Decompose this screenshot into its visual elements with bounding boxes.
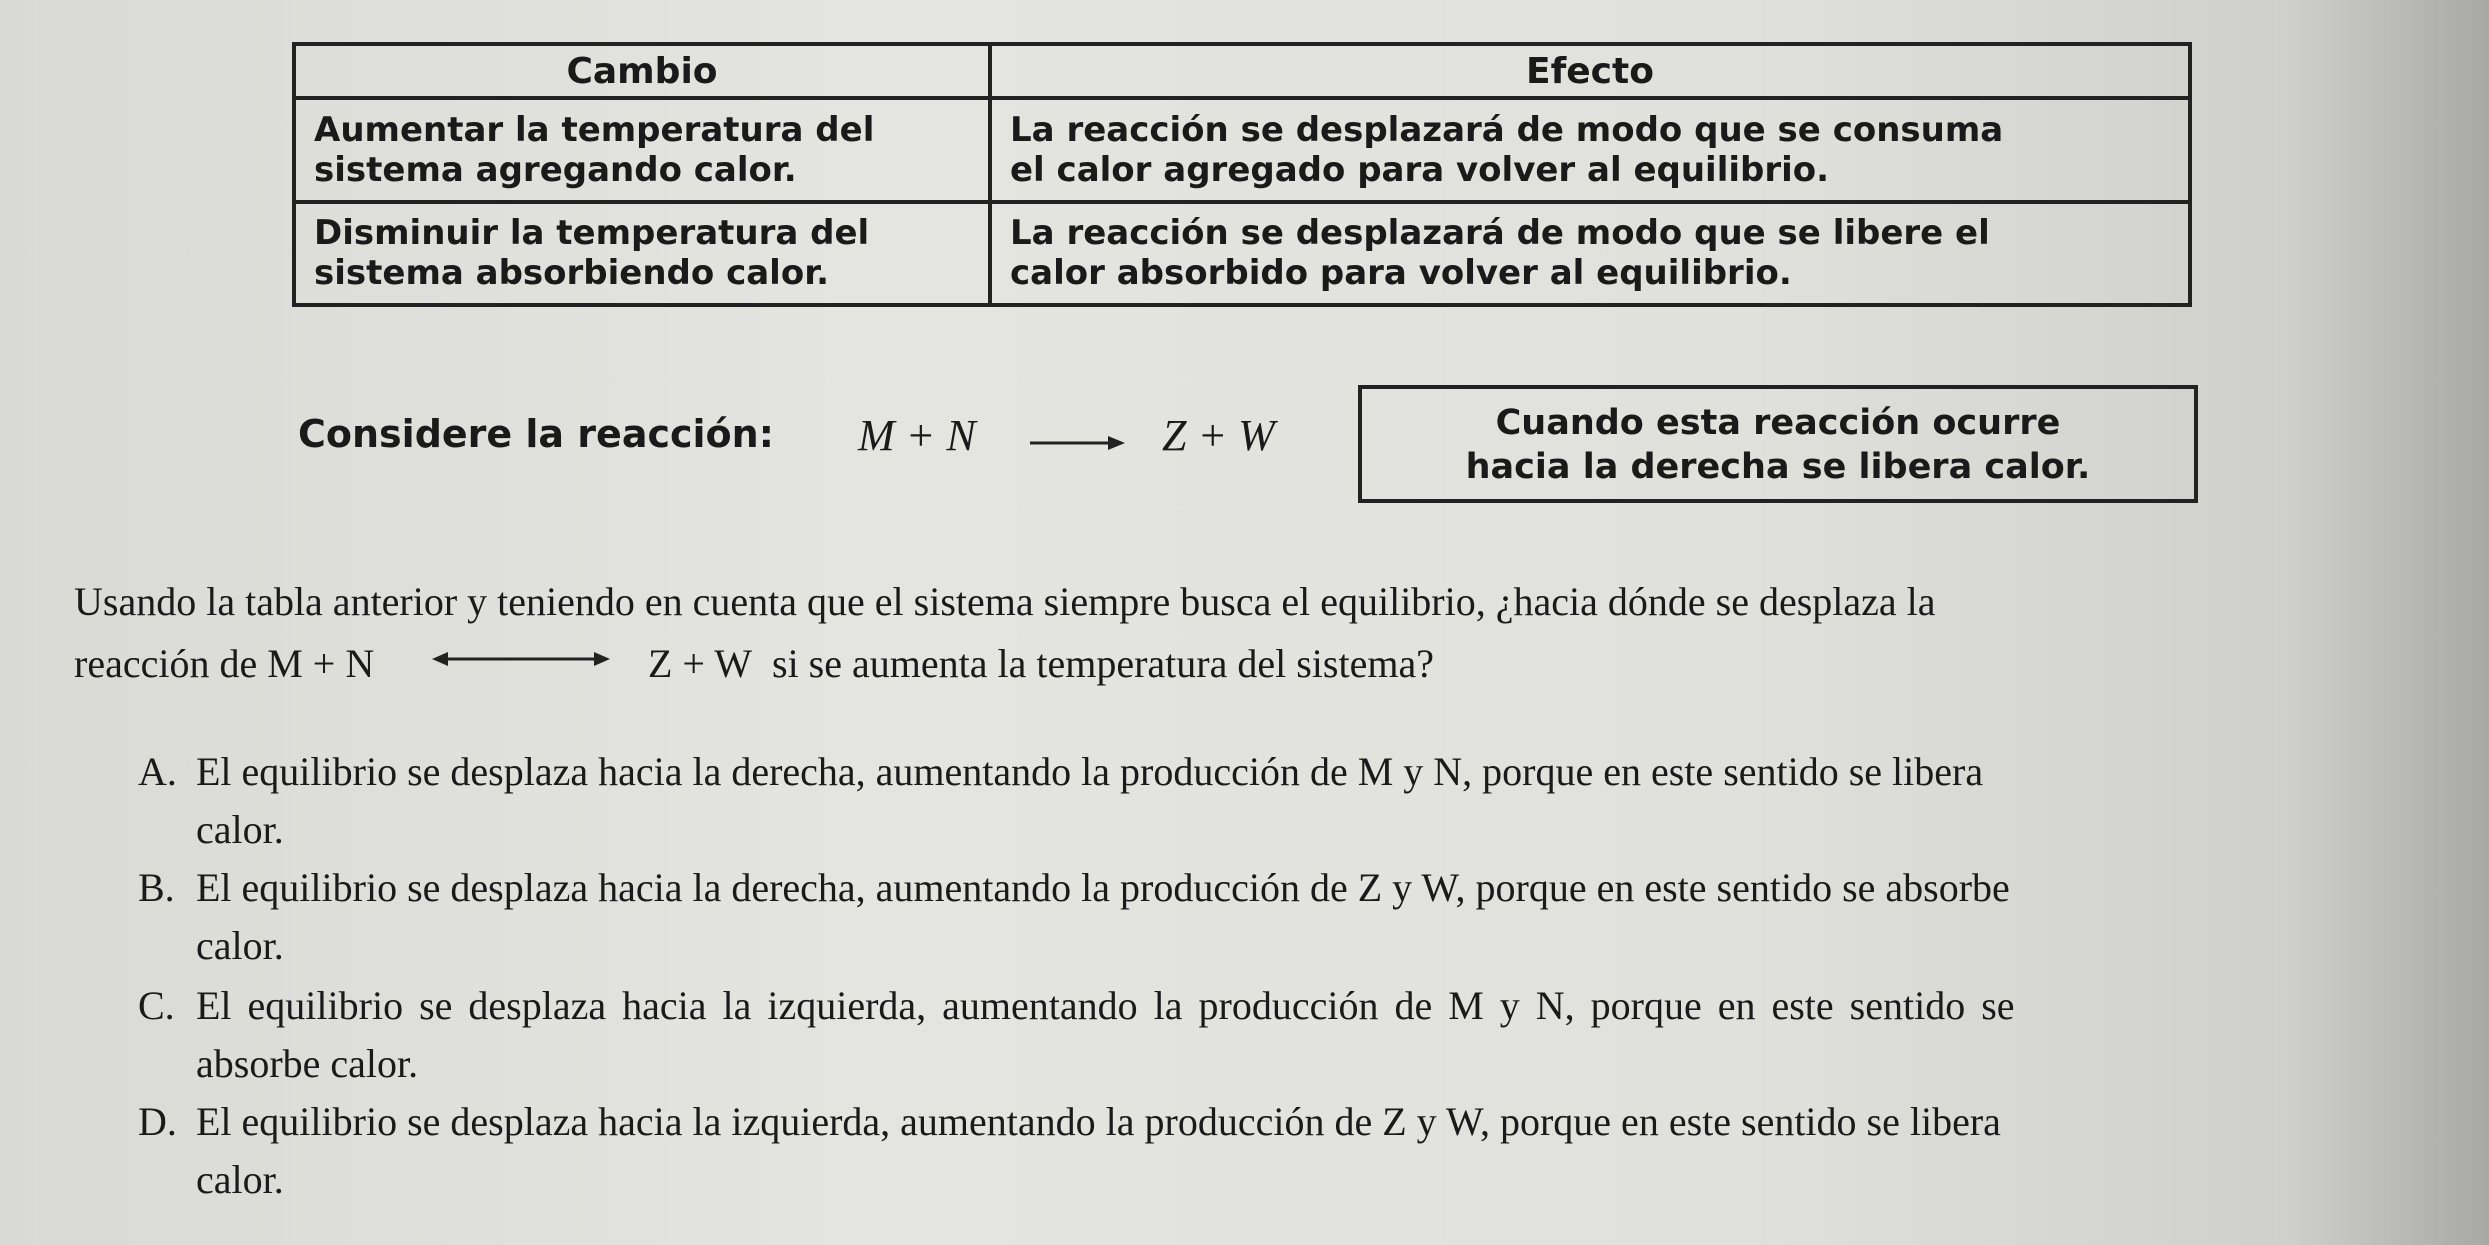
cell-text: sistema agregando calor. <box>314 149 797 190</box>
cell-text: La reacción se desplazará de modo que se consuma <box>1010 109 2004 150</box>
equilibrium-arrow-icon <box>432 648 610 670</box>
cell-cambio <box>294 202 990 306</box>
note-line: Cuando esta reacción ocurre <box>1495 403 2061 443</box>
effects-table <box>292 42 2192 307</box>
reaction-products: Z + W <box>1162 411 1275 460</box>
cell-efecto <box>990 98 2190 202</box>
option-letter: C. <box>138 983 175 1028</box>
option-letter: A. <box>138 749 177 794</box>
option-text: calor. <box>196 807 284 852</box>
option-text: El equilibrio se desplaza hacia la izquierda, aumentando la producción de Z y W, porque en este sentido se libera <box>196 1099 2001 1144</box>
reaction-label: Considere la reacción: <box>298 412 774 456</box>
forward-arrow-icon <box>1030 433 1125 453</box>
cell-cambio <box>294 98 990 202</box>
option-text: absorbe calor. <box>196 1041 419 1086</box>
cell-text: calor absorbido para volver al equilibrio. <box>1010 253 1792 294</box>
note-line: hacia la derecha se libera calor. <box>1465 447 2091 487</box>
cell-efecto <box>990 202 2190 306</box>
cell-text: La reacción se desplazará de modo que se libere el <box>1010 213 1990 254</box>
question-line: reacción de M + N <box>74 641 375 686</box>
option-text: calor. <box>196 1157 284 1202</box>
header-cambio: Cambio <box>294 44 990 98</box>
question-line: si se aumenta la temperatura del sistema? <box>772 641 1434 686</box>
question-line: Usando la tabla anterior y teniendo en cuenta que el sistema siempre busca el equilibrio, ¿hacia dónde se desplaza la <box>74 579 1936 624</box>
table-header-row <box>294 44 2190 98</box>
option-text: calor. <box>196 923 284 968</box>
table-row <box>294 202 2190 306</box>
option-text: El equilibrio se desplaza hacia la izquierda, aumentando la producción de M y N, porque en este sentido se <box>196 983 2015 1028</box>
option-text: El equilibrio se desplaza hacia la derecha, aumentando la producción de Z y W, porque en este sentido se absorbe <box>196 865 2010 910</box>
cell-text: sistema absorbiendo calor. <box>314 253 830 294</box>
cell-text: el calor agregado para volver al equilibrio. <box>1010 149 1830 190</box>
table-row <box>294 98 2190 202</box>
reaction-reactants: M + N <box>858 411 976 460</box>
reaction-note-box <box>1358 385 2198 503</box>
header-efecto: Efecto <box>990 44 2190 98</box>
question-line: Z + W <box>648 641 753 686</box>
cell-text: Aumentar la temperatura del <box>314 109 875 150</box>
option-text: El equilibrio se desplaza hacia la derecha, aumentando la producción de M y N, porque en este sentido se libera <box>196 749 1984 794</box>
cell-text: Disminuir la temperatura del <box>314 213 870 254</box>
option-letter: B. <box>138 865 175 910</box>
option-letter: D. <box>138 1099 177 1144</box>
